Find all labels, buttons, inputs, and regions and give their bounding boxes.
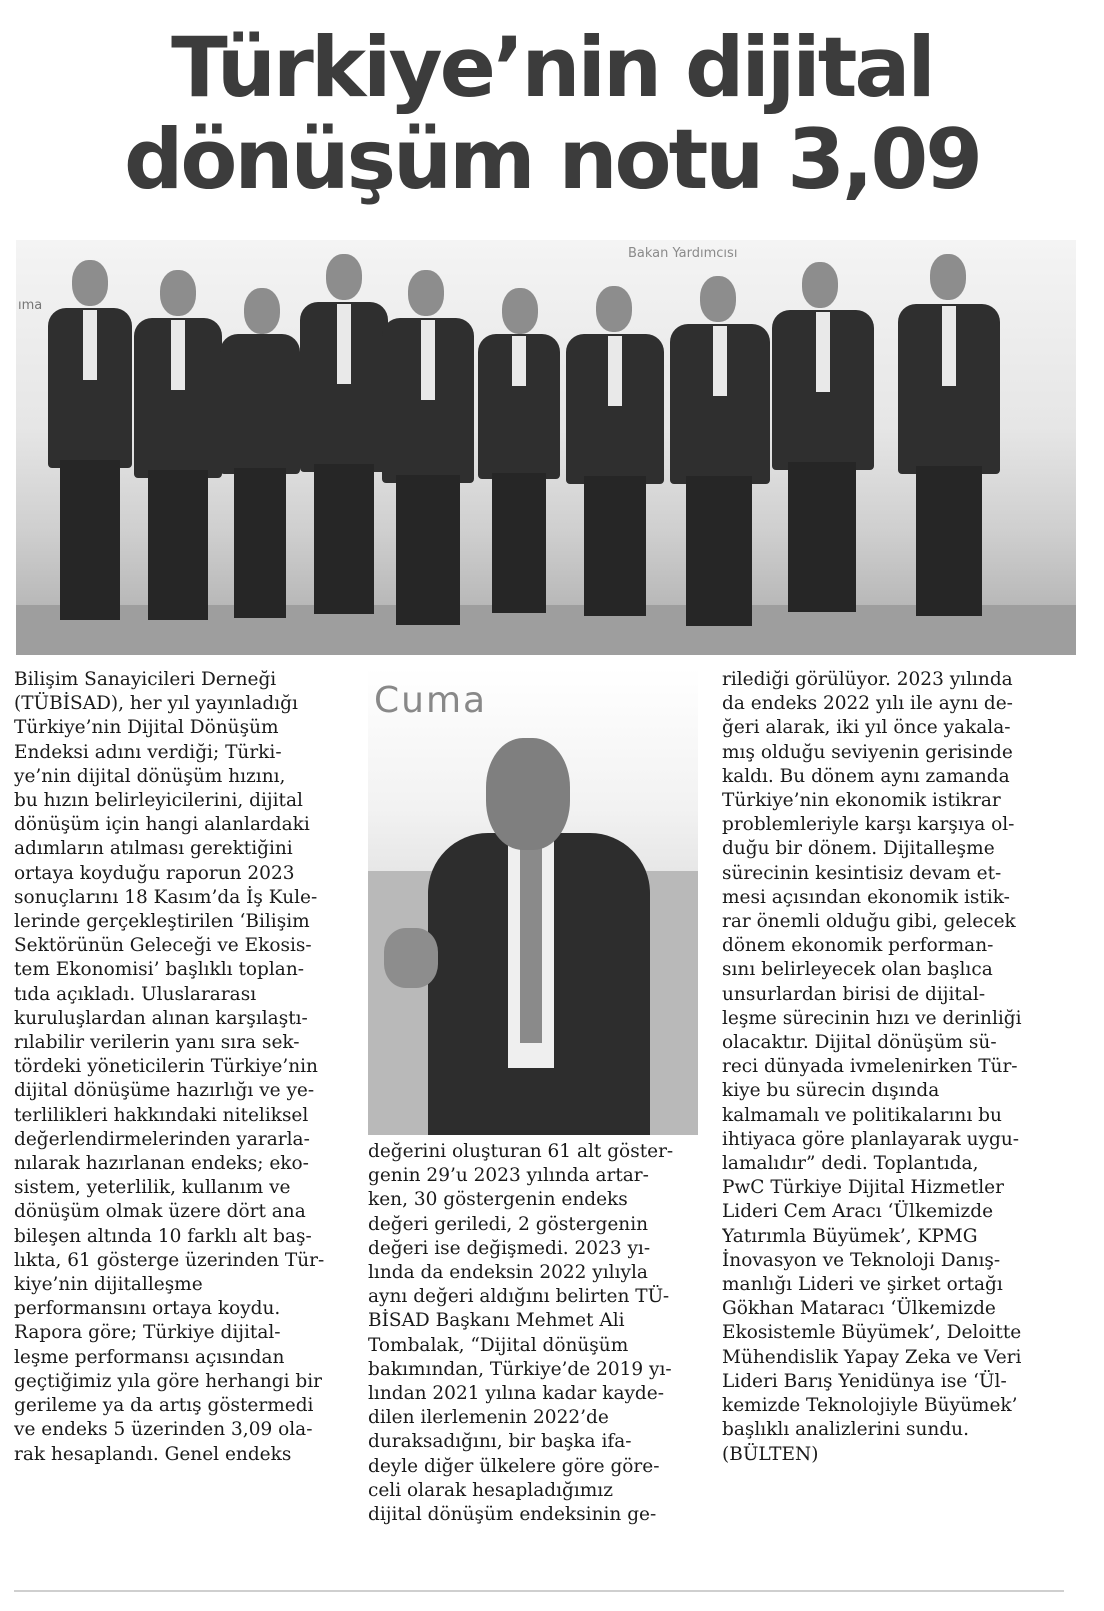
article-text-line: kiye’nin dijitalleşme	[14, 1274, 203, 1296]
article-text-line: kemizde Teknolojiyle Büyümek’	[722, 1395, 1018, 1417]
article-text-line: rılabilir verilerin yanı sıra sek-	[14, 1032, 300, 1054]
article-text-line: dijital dönüşüme hazırlığı ve ye-	[14, 1080, 315, 1102]
article-text-line: lında da endeksin 2022 yılıyla	[368, 1262, 648, 1284]
article-text-line: olacaktır. Dijital dönüşüm sü-	[722, 1032, 997, 1054]
article-text-line: lerinde gerçekleştirilen ‘Bilişim	[14, 911, 310, 933]
article-text-line: Türkiye’nin ekonomik istikrar	[722, 790, 1001, 812]
article-text-line: Tombalak, “Dijital dönüşüm	[368, 1334, 629, 1356]
article-text-line: genin 29’u 2023 yılında artar-	[368, 1165, 649, 1187]
speaker-photo-backdrop-text: Cuma	[374, 680, 488, 721]
article-text-line: terlilikleri hakkındaki niteliksel	[14, 1104, 309, 1126]
article-text-line: sistem, yeterlilik, kullanım ve	[14, 1177, 291, 1199]
article-text-line: Rapora göre; Türkiye dijital-	[14, 1322, 281, 1344]
article-text-line: ihtiyaca göre planlayarak uygu-	[722, 1128, 1020, 1150]
article-text-line: dönüşüm için hangi alanlardaki	[14, 814, 310, 836]
article-column-3	[722, 668, 1058, 1467]
article-text-line: gerileme ya da artış göstermedi	[14, 1395, 314, 1417]
article-text-line: rilediği görülüyor. 2023 yılında	[722, 669, 1013, 690]
article-text-line: kiye bu sürecin dışında	[722, 1080, 940, 1102]
article-text-line: İnovasyon ve Teknoloji Danış-	[722, 1249, 1001, 1271]
article-column-2	[368, 1140, 698, 1527]
article-text-line: rar önemli olduğu gibi, gelecek	[722, 911, 1016, 933]
article-text-line: Türkiye’nin Dijital Dönüşüm	[14, 717, 279, 739]
speaker-tie	[520, 843, 542, 1043]
article-text-line: Mühendislik Yapay Zeka ve Veri	[722, 1346, 1022, 1368]
article-text-line: lamalıdır” dedi. Toplantıda,	[722, 1153, 979, 1175]
article-text-line: BİSAD Başkanı Mehmet Ali	[368, 1310, 625, 1332]
article-text-line: reci dünyada ivmelenirken Tür-	[722, 1056, 1018, 1078]
article-text-line: tem Ekonomisi’ başlıklı toplan-	[14, 959, 304, 981]
article-text-line: ye’nin dijital dönüşüm hızını,	[14, 765, 286, 787]
article-text-line: adımların atılması gerektiğini	[14, 838, 293, 860]
article-text-line: deyle diğer ülkelere göre göre-	[368, 1455, 660, 1477]
article-text-line: değeri geriledi, 2 göstergenin	[368, 1213, 649, 1235]
article-text-line: sürecinin kesintisiz devam et-	[722, 862, 1002, 884]
headline-line-1: Türkiye’nin dijital	[171, 19, 933, 116]
article-text-line: değerini oluşturan 61 alt göster-	[368, 1141, 674, 1162]
article-text-line: kuruluşlardan alınan karşılaştı-	[14, 1007, 308, 1029]
speaker-head	[486, 738, 570, 850]
article-text-line: Yatırımla Büyümek’, KPMG	[722, 1225, 978, 1247]
article-text-line: kaldı. Bu dönem aynı zamanda	[722, 765, 1010, 787]
article-text-line: nılarak hazırlanan endeks; eko-	[14, 1153, 309, 1175]
article-text-line: tıda açıkladı. Uluslararası	[14, 983, 257, 1005]
headline	[0, 19, 1104, 208]
article-text-line: rak hesaplandı. Genel endeks	[14, 1443, 292, 1465]
article-text-line: tördeki yöneticilerin Türkiye’nin	[14, 1056, 318, 1078]
article-text-line: leşme sürecinin hızı ve derinliği	[722, 1007, 1022, 1029]
article-text-line: dijital dönüşüm endeksinin ge-	[368, 1504, 657, 1526]
article-text-line: bu hızın belirleyicilerini, dijital	[14, 790, 303, 812]
article-text-line: dönüşüm olmak üzere dört ana	[14, 1201, 306, 1223]
article-text-line: performansını ortaya koydu.	[14, 1298, 281, 1320]
article-text-line: celi olarak hesapladığımız	[368, 1479, 613, 1501]
article-text-line: ğeri alarak, iki yıl önce yakala-	[722, 717, 1011, 739]
article-text-line: sını belirleyecek olan başlıca	[722, 959, 993, 981]
article-text-line: başlıklı analizlerini sundu.	[722, 1419, 969, 1441]
article-text-line: duğu bir dönem. Dijitalleşme	[722, 838, 995, 860]
article-text-line: Lideri Cem Aracı ‘Ülkemizde	[722, 1201, 994, 1223]
article-text-line: leşme performansı açısından	[14, 1346, 285, 1368]
article-text-line: Ekosistemle Büyümek’, Deloitte	[722, 1322, 1022, 1344]
article-text-line: Lideri Barış Yenidünya ise ‘Ül-	[722, 1370, 1007, 1392]
article-text-line: mesi açısından ekonomik istik-	[722, 886, 1010, 908]
article-text-line: duraksadığını, bir başka ifa-	[368, 1431, 632, 1453]
article-text-line: mış olduğu seviyenin gerisinde	[722, 741, 1013, 763]
article-text-line: dilen ilerlemenin 2022’de	[368, 1407, 609, 1429]
article-text-line: Bilişim Sanayicileri Derneği	[14, 669, 277, 690]
article-text-line: problemleriyle karşı karşıya ol-	[722, 814, 1015, 836]
article-text-line: ve endeks 5 üzerinden 3,09 ola-	[14, 1419, 313, 1441]
article-text-line: lıkta, 61 gösterge üzerinden Tür-	[14, 1249, 325, 1271]
article-text-line: ken, 30 göstergenin endeks	[368, 1189, 628, 1211]
speaker-hand	[384, 928, 438, 988]
article-column-1	[14, 668, 354, 1467]
article-text-line: kalmamalı ve politikalarını bu	[722, 1104, 1002, 1126]
article-text-line: sonuçlarını 18 Kasım’da İş Kule-	[14, 886, 318, 908]
photo-backdrop-caption: Bakan Yardımcısı	[628, 246, 738, 261]
photo-backdrop-sidetext: ıma	[18, 298, 43, 313]
group-photo	[16, 240, 1076, 655]
article-text-line: unsurlardan birisi de dijital-	[722, 983, 986, 1005]
bottom-rule	[14, 1590, 1064, 1592]
article-text-line: Gökhan Mataracı ‘Ülkemizde	[722, 1298, 996, 1320]
article-text-line: lından 2021 yılına kadar kayde-	[368, 1383, 664, 1405]
article-text-line: da endeks 2022 yılı ile aynı de-	[722, 693, 1013, 715]
article-text-line: (TÜBİSAD), her yıl yayınladığı	[14, 693, 298, 715]
speaker-photo	[368, 668, 698, 1135]
article-text-line: değeri ise değişmedi. 2023 yı-	[368, 1237, 651, 1259]
article-text-line: geçtiğimiz yıla göre herhangi bir	[14, 1370, 323, 1392]
article-text-line: ortaya koyduğu raporun 2023	[14, 862, 295, 884]
headline-line-2: dönüşüm notu 3,09	[123, 111, 981, 208]
article-text-line: değerlendirmelerinden yararla-	[14, 1128, 310, 1150]
article-text-line: Sektörünün Geleceği ve Ekosis-	[14, 935, 312, 957]
article-text-line: bileşen altında 10 farklı alt baş-	[14, 1225, 312, 1247]
article-text-line: manlığı Lideri ve şirket ortağı	[722, 1274, 1003, 1296]
article-text-line: dönem ekonomik performan-	[722, 935, 994, 957]
article-text-line: PwC Türkiye Dijital Hizmetler	[722, 1177, 1004, 1199]
article-text-line: Endeksi adını verdiği; Türki-	[14, 741, 282, 763]
article-text-line: bakımından, Türkiye’de 2019 yı-	[368, 1358, 672, 1380]
article-text-line: (BÜLTEN)	[722, 1443, 819, 1465]
article-text-line: aynı değeri aldığını belirten TÜ-	[368, 1286, 670, 1308]
